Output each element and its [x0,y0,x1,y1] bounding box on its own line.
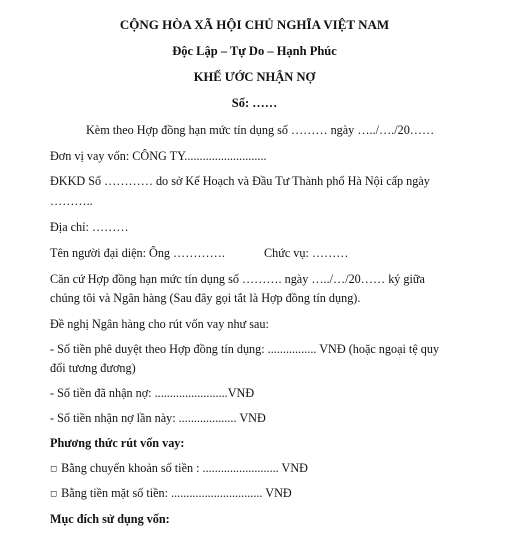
representative-line: Tên người đại diện: Ông …………. [50,246,225,260]
address-line: Địa chỉ: ……… [50,220,129,234]
cash-option-label: Bằng tiền mặt số tiền: .............................. VNĐ [61,486,292,500]
checkbox-icon: ◻ [50,489,58,499]
purpose-heading: Mục đích sử dụng vốn: [50,512,170,526]
approved-amount-line: - Số tiền phê duyệt theo Hợp đồng tín dụng: ................ VNĐ (hoặc ngoại tệ quy [50,342,440,356]
basis-line-continued: chúng tôi và Ngân hàng (Sau đây gọi tắt là Hợp đồng tín dụng). [50,291,361,305]
national-title: CỘNG HÒA XÃ HỘI CHỦ NGHĨA VIỆT NAM [119,17,390,32]
request-line: Đề nghị Ngân hàng cho rút vốn vay như sau: [50,317,269,331]
approved-amount-line-continued: đổi tương đương) [50,361,136,375]
basis-line: Căn cứ Hợp đồng hạn mức tín dụng số ………. ngày …../…/20…… ký giữa [50,272,425,286]
intro-line: Kèm theo Hợp đồng hạn mức tín dụng số ……… ngày …../…./20…… [86,123,435,137]
position-line: Chức vụ: ……… [264,246,349,260]
cash-option [50,486,292,502]
method-heading: Phương thức rút vốn vay: [50,436,185,450]
dkkd-line: ĐKKD Số ………… do sở Kế Hoạch và Đầu Tư Thành phố Hà Nội cấp ngày [50,174,430,188]
dkkd-line-continued: ……….. [50,194,93,208]
document-title: KHẾ ƯỚC NHẬN NỢ [193,70,316,84]
borrower-line: Đơn vị vay vốn: CÔNG TY........................... [50,149,267,163]
transfer-option-label: Bằng chuyển khoản số tiền : ......................... VNĐ [61,461,308,475]
current-amount-line: - Số tiền nhận nợ lần này: ................... VNĐ [50,411,266,425]
received-amount-line: - Số tiền đã nhận nợ: ........................VNĐ [50,386,255,400]
motto: Độc Lập – Tự Do – Hạnh Phúc [172,44,337,58]
transfer-option [50,461,308,477]
document-number: Số: …… [231,96,278,110]
checkbox-icon: ◻ [50,464,58,474]
